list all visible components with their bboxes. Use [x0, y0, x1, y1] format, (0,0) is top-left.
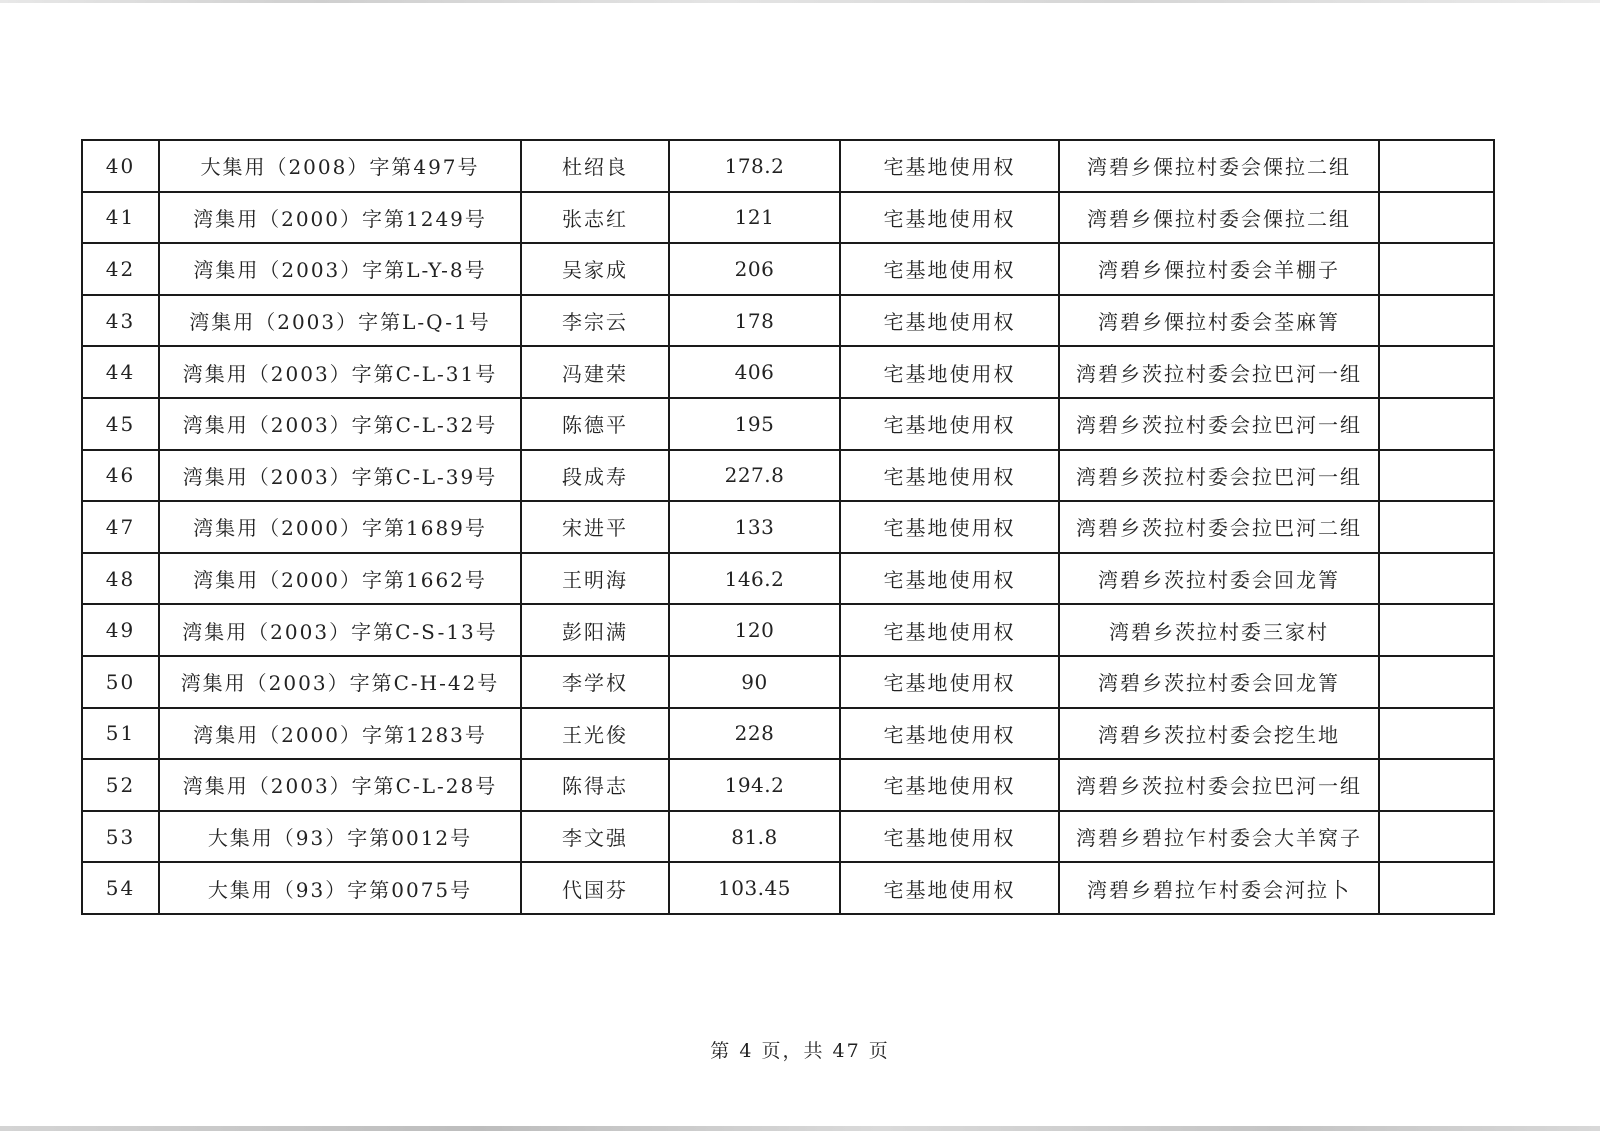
right-type-cell: 宅基地使用权 [840, 708, 1059, 760]
holder-name-cell: 彭阳满 [521, 604, 669, 656]
row-number-cell: 46 [82, 450, 159, 502]
row-number-cell: 44 [82, 346, 159, 398]
area-cell: 90 [669, 656, 840, 708]
area-cell: 103.45 [669, 862, 840, 914]
holder-name-cell: 冯建荣 [521, 346, 669, 398]
area-cell: 406 [669, 346, 840, 398]
row-number-cell: 50 [82, 656, 159, 708]
location-cell: 湾碧乡茨拉村委三家村 [1059, 604, 1379, 656]
scan-bottom-edge [0, 1126, 1600, 1131]
row-number-cell: 48 [82, 553, 159, 605]
remark-cell [1379, 708, 1494, 760]
certificate-number-cell: 湾集用（2003）字第C-L-31号 [159, 346, 521, 398]
row-number-cell: 42 [82, 243, 159, 295]
table-row [82, 708, 1494, 760]
certificate-number-cell: 湾集用（2003）字第C-L-39号 [159, 450, 521, 502]
location-cell: 湾碧乡碧拉乍村委会大羊窝子 [1059, 811, 1379, 863]
table-row [82, 501, 1494, 553]
table-row [82, 243, 1494, 295]
location-cell: 湾碧乡茨拉村委会挖生地 [1059, 708, 1379, 760]
remark-cell [1379, 811, 1494, 863]
right-type-cell: 宅基地使用权 [840, 450, 1059, 502]
holder-name-cell: 李学权 [521, 656, 669, 708]
page-number: 第 4 页，共 47 页 [710, 1040, 890, 1062]
remark-cell [1379, 295, 1494, 347]
table-row [82, 192, 1494, 244]
land-register-table [81, 139, 1495, 915]
holder-name-cell: 李宗云 [521, 295, 669, 347]
row-number-cell: 49 [82, 604, 159, 656]
right-type-cell: 宅基地使用权 [840, 862, 1059, 914]
right-type-cell: 宅基地使用权 [840, 140, 1059, 192]
certificate-number-cell: 大集用（93）字第0075号 [159, 862, 521, 914]
holder-name-cell: 陈得志 [521, 759, 669, 811]
table-row [82, 398, 1494, 450]
remark-cell [1379, 243, 1494, 295]
remark-cell [1379, 862, 1494, 914]
right-type-cell: 宅基地使用权 [840, 398, 1059, 450]
location-cell: 湾碧乡碧拉乍村委会河拉卜 [1059, 862, 1379, 914]
remark-cell [1379, 398, 1494, 450]
right-type-cell: 宅基地使用权 [840, 346, 1059, 398]
location-cell: 湾碧乡傈拉村委会荃麻箐 [1059, 295, 1379, 347]
certificate-number-cell: 湾集用（2003）字第C-H-42号 [159, 656, 521, 708]
holder-name-cell: 代国芬 [521, 862, 669, 914]
row-number-cell: 51 [82, 708, 159, 760]
table-row [82, 862, 1494, 914]
holder-name-cell: 吴家成 [521, 243, 669, 295]
area-cell: 178 [669, 295, 840, 347]
location-cell: 湾碧乡傈拉村委会傈拉二组 [1059, 192, 1379, 244]
table-row [82, 811, 1494, 863]
table-row [82, 140, 1494, 192]
table-row [82, 604, 1494, 656]
remark-cell [1379, 450, 1494, 502]
certificate-number-cell: 大集用（93）字第0012号 [159, 811, 521, 863]
holder-name-cell: 李文强 [521, 811, 669, 863]
holder-name-cell: 陈德平 [521, 398, 669, 450]
location-cell: 湾碧乡茨拉村委会拉巴河一组 [1059, 398, 1379, 450]
row-number-cell: 53 [82, 811, 159, 863]
right-type-cell: 宅基地使用权 [840, 243, 1059, 295]
area-cell: 194.2 [669, 759, 840, 811]
certificate-number-cell: 湾集用（2003）字第L-Q-1号 [159, 295, 521, 347]
right-type-cell: 宅基地使用权 [840, 192, 1059, 244]
row-number-cell: 52 [82, 759, 159, 811]
location-cell: 湾碧乡茨拉村委会回龙箐 [1059, 553, 1379, 605]
holder-name-cell: 段成寿 [521, 450, 669, 502]
right-type-cell: 宅基地使用权 [840, 295, 1059, 347]
table-row [82, 295, 1494, 347]
right-type-cell: 宅基地使用权 [840, 656, 1059, 708]
area-cell: 228 [669, 708, 840, 760]
area-cell: 146.2 [669, 553, 840, 605]
area-cell: 227.8 [669, 450, 840, 502]
holder-name-cell: 王光俊 [521, 708, 669, 760]
certificate-number-cell: 湾集用（2000）字第1689号 [159, 501, 521, 553]
location-cell: 湾碧乡茨拉村委会拉巴河一组 [1059, 346, 1379, 398]
right-type-cell: 宅基地使用权 [840, 811, 1059, 863]
location-cell: 湾碧乡傈拉村委会羊棚子 [1059, 243, 1379, 295]
remark-cell [1379, 656, 1494, 708]
remark-cell [1379, 346, 1494, 398]
table-row [82, 346, 1494, 398]
remark-cell [1379, 553, 1494, 605]
certificate-number-cell: 湾集用（2003）字第L-Y-8号 [159, 243, 521, 295]
remark-cell [1379, 759, 1494, 811]
certificate-number-cell: 湾集用（2003）字第C-S-13号 [159, 604, 521, 656]
table-row [82, 759, 1494, 811]
holder-name-cell: 张志红 [521, 192, 669, 244]
row-number-cell: 45 [82, 398, 159, 450]
row-number-cell: 43 [82, 295, 159, 347]
location-cell: 湾碧乡茨拉村委会拉巴河一组 [1059, 450, 1379, 502]
holder-name-cell: 杜绍良 [521, 140, 669, 192]
area-cell: 133 [669, 501, 840, 553]
remark-cell [1379, 501, 1494, 553]
right-type-cell: 宅基地使用权 [840, 553, 1059, 605]
row-number-cell: 41 [82, 192, 159, 244]
location-cell: 湾碧乡茨拉村委会拉巴河一组 [1059, 759, 1379, 811]
remark-cell [1379, 140, 1494, 192]
row-number-cell: 47 [82, 501, 159, 553]
location-cell: 湾碧乡傈拉村委会傈拉二组 [1059, 140, 1379, 192]
certificate-number-cell: 湾集用（2000）字第1662号 [159, 553, 521, 605]
right-type-cell: 宅基地使用权 [840, 501, 1059, 553]
right-type-cell: 宅基地使用权 [840, 604, 1059, 656]
table-row [82, 450, 1494, 502]
location-cell: 湾碧乡茨拉村委会回龙箐 [1059, 656, 1379, 708]
area-cell: 178.2 [669, 140, 840, 192]
remark-cell [1379, 192, 1494, 244]
scan-top-edge [0, 0, 1600, 3]
certificate-number-cell: 湾集用（2000）字第1249号 [159, 192, 521, 244]
holder-name-cell: 宋进平 [521, 501, 669, 553]
certificate-number-cell: 湾集用（2000）字第1283号 [159, 708, 521, 760]
certificate-number-cell: 湾集用（2003）字第C-L-28号 [159, 759, 521, 811]
table-row [82, 553, 1494, 605]
right-type-cell: 宅基地使用权 [840, 759, 1059, 811]
area-cell: 206 [669, 243, 840, 295]
row-number-cell: 40 [82, 140, 159, 192]
area-cell: 195 [669, 398, 840, 450]
table-row [82, 656, 1494, 708]
certificate-number-cell: 湾集用（2003）字第C-L-32号 [159, 398, 521, 450]
table-body [82, 140, 1494, 914]
row-number-cell: 54 [82, 862, 159, 914]
location-cell: 湾碧乡茨拉村委会拉巴河二组 [1059, 501, 1379, 553]
area-cell: 81.8 [669, 811, 840, 863]
remark-cell [1379, 604, 1494, 656]
area-cell: 121 [669, 192, 840, 244]
holder-name-cell: 王明海 [521, 553, 669, 605]
area-cell: 120 [669, 604, 840, 656]
certificate-number-cell: 大集用（2008）字第497号 [159, 140, 521, 192]
